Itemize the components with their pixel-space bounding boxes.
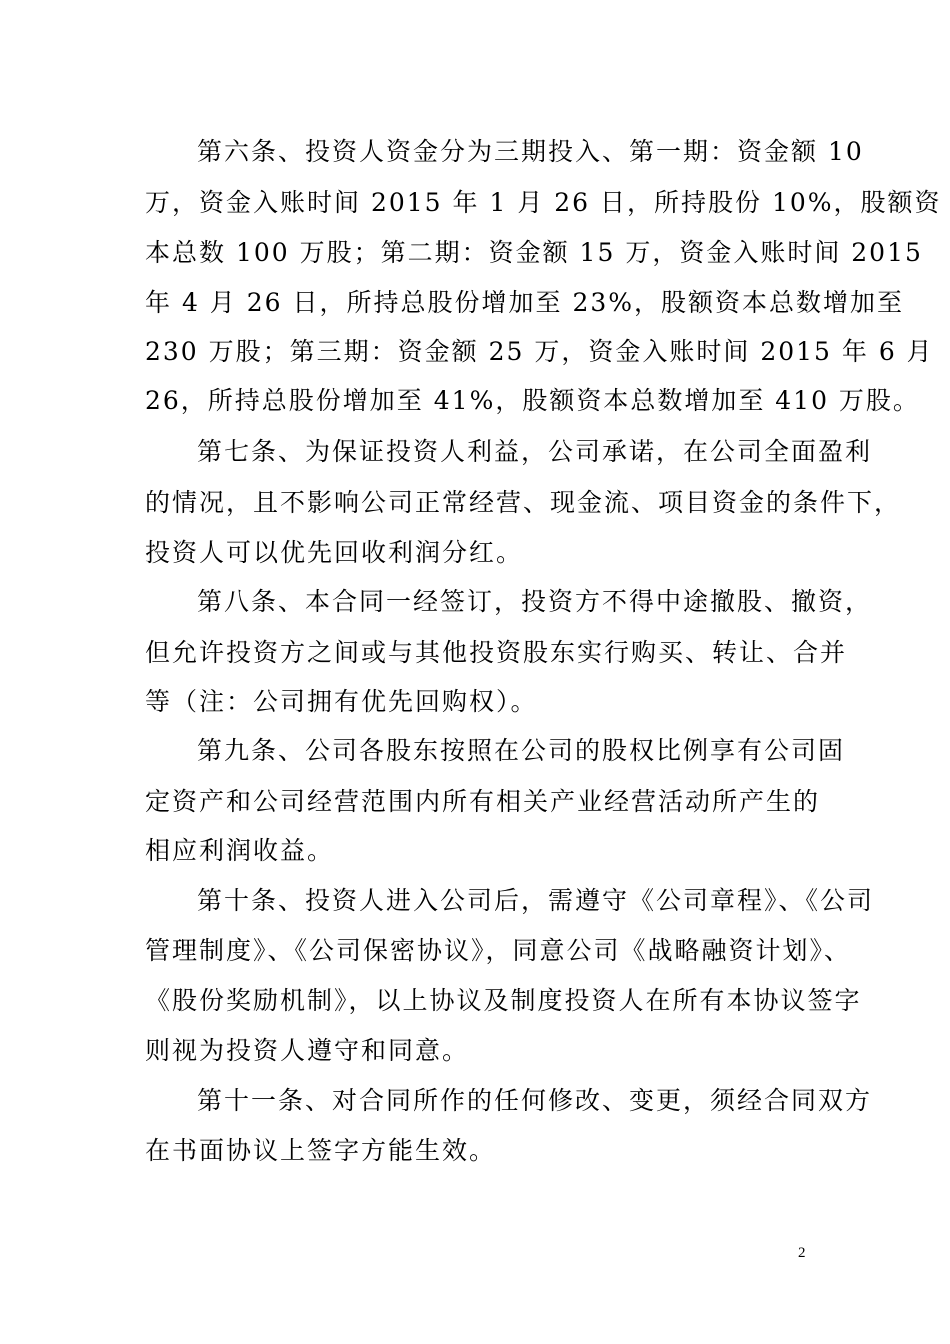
article-6-line-2: 万，资金入账时间 2015 年 1 月 26 日，所持股份 10%，股额资 (145, 188, 942, 217)
article-9-line-1: 第九条、公司各股东按照在公司的股权比例享有公司固 (197, 736, 846, 765)
article-8-line-1: 第八条、本合同一经签订，投资方不得中途撤股、撤资， (197, 587, 873, 616)
article-10-line-3: 《股份奖励机制》，以上协议及制度投资人在所有本协议签字 (145, 986, 862, 1015)
page-number: 2 (798, 1245, 806, 1261)
article-7-line-3: 投资人可以优先回收利润分红。 (145, 538, 524, 567)
article-10-line-4: 则视为投资人遵守和同意。 (145, 1036, 470, 1065)
article-9-line-2: 定资产和公司经营范围内所有相关产业经营活动所产生的 (145, 787, 821, 816)
article-11-line-1: 第十一条、对合同所作的任何修改、变更，须经合同双方 (197, 1086, 873, 1115)
article-8-line-2: 但允许投资方之间或与其他投资股东实行购买、转让、合并 (145, 638, 848, 667)
article-6-line-6: 26，所持总股份增加至 41%，股额资本总数增加至 410 万股。 (145, 386, 920, 415)
article-7-line-2: 的情况，且不影响公司正常经营、现金流、项目资金的条件下， (145, 488, 902, 517)
article-6-line-1: 第六条、投资人资金分为三期投入、第一期：资金额 10 (197, 137, 864, 166)
article-8-line-3: 等（注：公司拥有优先回购权）。 (145, 687, 538, 716)
article-11-line-2: 在书面协议上签字方能生效。 (145, 1136, 497, 1165)
article-6-line-4: 年 4 月 26 日，所持总股份增加至 23%，股额资本总数增加至 (145, 288, 905, 317)
article-7-line-1: 第七条、为保证投资人利益，公司承诺，在公司全面盈利 (197, 437, 873, 466)
article-10-line-2: 管理制度》、《公司保密协议》，同意公司《战略融资计划》、 (145, 936, 852, 965)
article-9-line-3: 相应利润收益。 (145, 836, 335, 865)
article-6-line-3: 本总数 100 万股；第二期：资金额 15 万，资金入账时间 2015 (145, 238, 923, 267)
article-10-line-1: 第十条、投资人进入公司后，需遵守《公司章程》、《公司 (197, 886, 875, 915)
article-6-line-5: 230 万股；第三期：资金额 25 万，资金入账时间 2015 年 6 月 (145, 337, 934, 366)
